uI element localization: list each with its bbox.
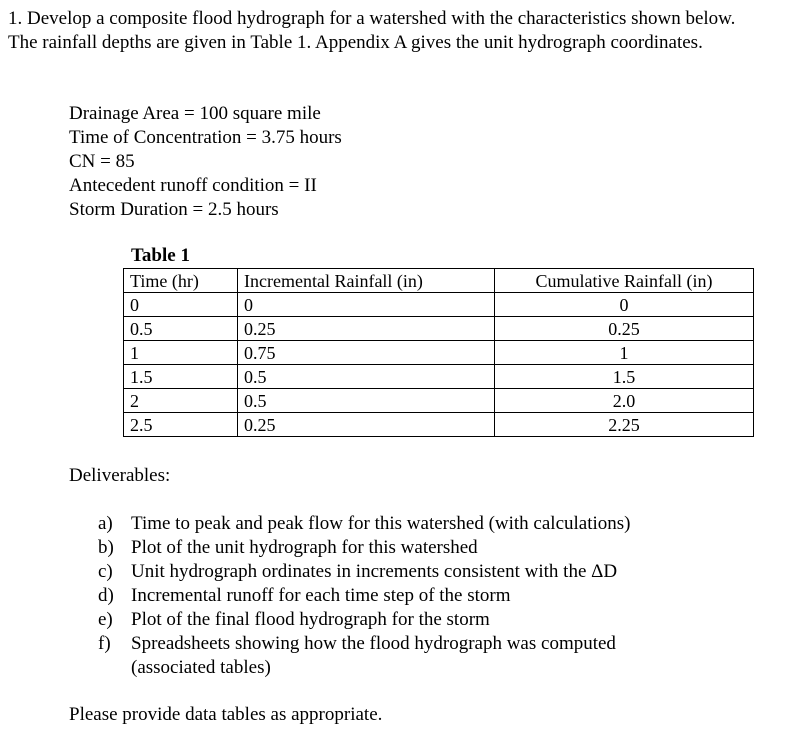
spec-storm-duration: Storm Duration = 2.5 hours	[69, 199, 279, 220]
spec-curve-number: CN = 85	[69, 151, 135, 172]
table-row	[124, 317, 754, 341]
cell-incremental: 0.25	[238, 413, 495, 437]
table-row	[124, 341, 754, 365]
cell-cumulative: 2.25	[495, 413, 754, 437]
spec-drainage-area: Drainage Area = 100 square mile	[69, 103, 321, 124]
closing-note: Please provide data tables as appropriate.	[69, 704, 383, 725]
cell-time: 2.5	[124, 413, 238, 437]
list-marker: b)	[98, 537, 114, 558]
column-header-incremental: Incremental Rainfall (in)	[238, 269, 495, 293]
list-item	[98, 536, 691, 560]
list-marker: e)	[98, 609, 113, 630]
cell-time: 1.5	[124, 365, 238, 389]
spec-antecedent-condition: Antecedent runoff condition = II	[69, 175, 317, 196]
cell-time: 1	[124, 341, 238, 365]
table-row	[124, 389, 754, 413]
table-caption: Table 1	[131, 245, 190, 266]
cell-time: 2	[124, 389, 238, 413]
list-item	[98, 560, 691, 584]
rainfall-table	[123, 268, 754, 437]
table-row	[124, 413, 754, 437]
cell-cumulative: 1.5	[495, 365, 754, 389]
list-marker: a)	[98, 513, 113, 534]
cell-cumulative: 0.25	[495, 317, 754, 341]
list-item-text: Spreadsheets showing how the flood hydrograph was computed (associated tables)	[131, 633, 616, 678]
list-item-text: Time to peak and peak flow for this watershed (with calculations)	[131, 513, 631, 534]
cell-incremental: 0	[238, 293, 495, 317]
list-item	[98, 608, 691, 632]
cell-cumulative: 2.0	[495, 389, 754, 413]
list-item	[98, 512, 691, 536]
cell-incremental: 0.25	[238, 317, 495, 341]
list-item	[98, 584, 691, 608]
problem-statement: 1. Develop a composite flood hydrograph for a watershed with the characteristics shown below. The rainfall depths are given in Table 1. Appendix A gives the unit hydrograph coordinates.	[8, 8, 736, 53]
list-marker: c)	[98, 561, 113, 582]
cell-cumulative: 1	[495, 341, 754, 365]
cell-incremental: 0.5	[238, 365, 495, 389]
list-item-text: Unit hydrograph ordinates in increments consistent with the ΔD	[131, 561, 618, 582]
list-item-text: Plot of the unit hydrograph for this watershed	[131, 537, 478, 558]
table-row	[124, 293, 754, 317]
column-header-cumulative: Cumulative Rainfall (in)	[495, 269, 754, 293]
watershed-characteristics	[69, 102, 342, 222]
cell-time: 0	[124, 293, 238, 317]
cell-cumulative: 0	[495, 293, 754, 317]
list-marker: f)	[98, 633, 111, 654]
deliverables-list	[98, 512, 691, 680]
list-marker: d)	[98, 585, 114, 606]
cell-incremental: 0.5	[238, 389, 495, 413]
spec-time-of-concentration: Time of Concentration = 3.75 hours	[69, 127, 342, 148]
list-item-text: Incremental runoff for each time step of the storm	[131, 585, 511, 606]
list-item-text: Plot of the final flood hydrograph for the storm	[131, 609, 490, 630]
list-item	[98, 632, 691, 680]
table-header-row	[124, 269, 754, 293]
table-row	[124, 365, 754, 389]
cell-incremental: 0.75	[238, 341, 495, 365]
deliverables-label: Deliverables:	[69, 465, 171, 486]
cell-time: 0.5	[124, 317, 238, 341]
column-header-time: Time (hr)	[124, 269, 238, 293]
